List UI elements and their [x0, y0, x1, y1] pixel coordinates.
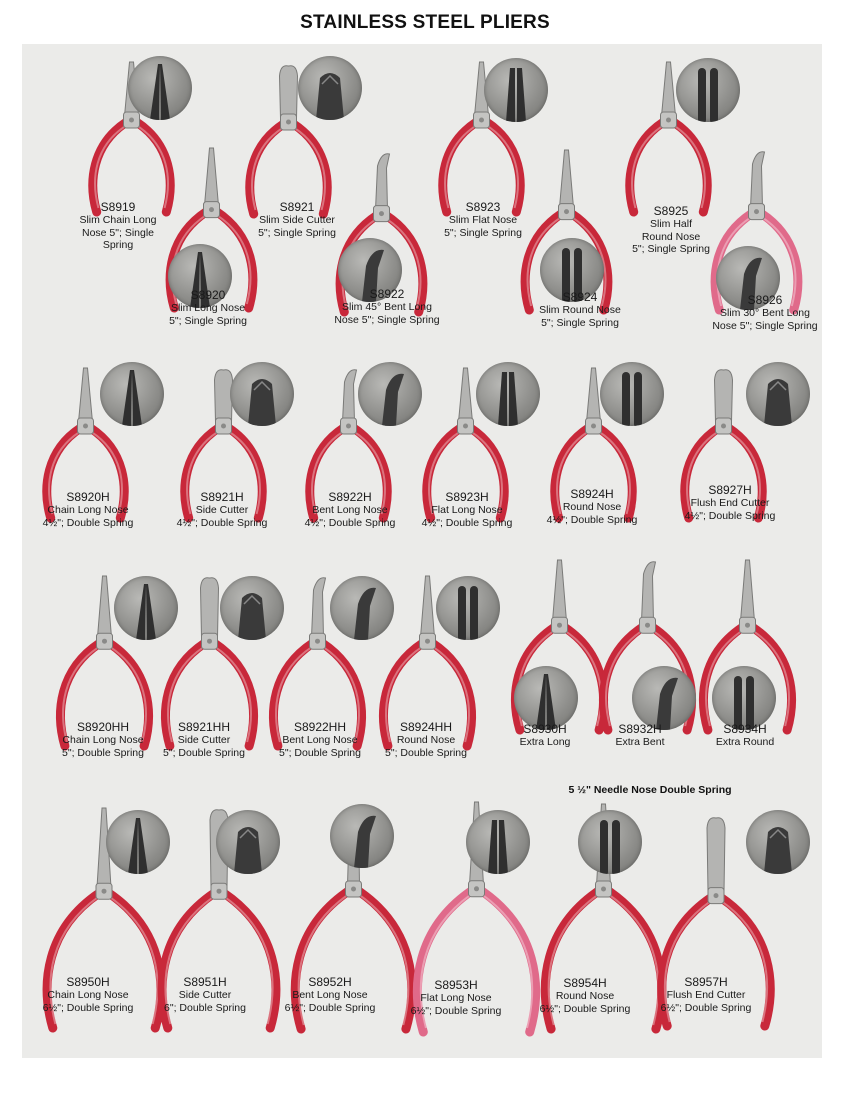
product-description-line: 4½"; Double Spring — [684, 509, 776, 522]
product-code: S8950H — [66, 975, 110, 989]
product-description-line: Bent Long Nose — [282, 734, 358, 746]
jaw-closeup-icon — [600, 362, 664, 426]
product-code: S8934H — [723, 722, 767, 736]
jaw-closeup-icon — [330, 804, 394, 868]
product-description-line: Side Cutter — [177, 734, 231, 746]
product-label — [133, 288, 283, 327]
product-label — [517, 487, 667, 526]
jaw-closeup-icon — [712, 666, 776, 730]
product-description-line: 5"; Single Spring — [169, 314, 247, 327]
product-description-line: Extra Long — [519, 736, 571, 748]
product-code: S8921HH — [177, 720, 231, 734]
closeup-s8923 — [484, 58, 548, 122]
closeup-s8954h — [578, 810, 642, 874]
product-code: S8932H — [618, 722, 662, 736]
product-code: S8924 — [562, 290, 598, 304]
jaw-closeup-icon — [298, 56, 362, 120]
product-description-line: Chain Long Nose — [62, 734, 144, 746]
jaw-closeup-icon — [746, 362, 810, 426]
product-code: S8923H — [445, 490, 489, 504]
product-code: S8953H — [434, 978, 478, 992]
product-description-line: Slim Side Cutter — [259, 214, 335, 226]
jaw-closeup-icon — [100, 362, 164, 426]
product-description-line: 4½"; Double Spring — [546, 513, 638, 526]
product-description-line: Flat Long Nose — [420, 992, 492, 1004]
product-description-line: 6"; Double Spring — [164, 1001, 246, 1014]
product-description-line: 5"; Double Spring — [385, 746, 467, 759]
closeup-s8957h — [746, 810, 810, 874]
product-description-line: 5"; Double Spring — [62, 746, 144, 759]
product-description-line: Extra Round — [715, 736, 775, 748]
product-description-line: 5"; Single Spring — [541, 316, 619, 329]
product-description-line: Flat Long Nose — [431, 504, 503, 516]
closeup-s8924h — [600, 362, 664, 426]
closeup-s8925 — [676, 58, 740, 122]
product-description-line: Nose 5"; Single Spring — [712, 319, 818, 332]
product-description-line: 5"; Double Spring — [163, 746, 245, 759]
closeup-s8924hh — [436, 576, 500, 640]
product-description-line: Round Nose — [641, 230, 701, 243]
closeup-s8932h — [632, 666, 696, 730]
product-description-line: 6½"; Double Spring — [539, 1002, 631, 1015]
product-code: S8930H — [523, 722, 567, 736]
needle-nose-note: 5 ½" Needle Nose Double Spring — [568, 784, 732, 796]
jaw-closeup-icon — [632, 666, 696, 730]
jaw-closeup-icon — [514, 666, 578, 730]
product-description-line: Round Nose — [396, 734, 456, 746]
closeup-s8930h — [514, 666, 578, 730]
product-code: S8920HH — [76, 720, 130, 734]
product-code: S8951H — [183, 975, 227, 989]
closeup-s8919 — [128, 56, 192, 120]
product-code: S8924H — [570, 487, 614, 501]
product-description-line: 4½"; Double Spring — [421, 516, 513, 529]
product-label — [655, 483, 805, 522]
product-description-line: Spring — [102, 239, 134, 251]
product-label — [690, 293, 840, 332]
closeup-s8922h — [358, 362, 422, 426]
product-description-line: Bent Long Nose — [312, 504, 388, 516]
product-description-line: 4½"; Double Spring — [304, 516, 396, 529]
closeup-s8951h — [216, 810, 280, 874]
jaw-closeup-icon — [128, 56, 192, 120]
product-code: S8922H — [328, 490, 372, 504]
product-description-line: Slim 45° Bent Long — [341, 301, 432, 313]
product-description-line: 6½"; Double Spring — [284, 1001, 376, 1014]
closeup-s8920h — [100, 362, 164, 426]
jaw-closeup-icon — [676, 58, 740, 122]
product-code: S8919 — [100, 200, 136, 214]
closeup-s8921 — [298, 56, 362, 120]
product-description-line: Chain Long Nose — [47, 504, 129, 516]
product-description-line: Slim Half — [649, 218, 692, 230]
product-description-line: Chain Long Nose — [47, 989, 129, 1001]
product-description-line: 4½"; Double Spring — [176, 516, 268, 529]
closeup-s8927h — [746, 362, 810, 426]
product-description-line: 6½"; Double Spring — [42, 1001, 134, 1014]
product-description-line: Slim 30° Bent Long — [719, 307, 810, 319]
product-description-line: Side Cutter — [178, 989, 232, 1001]
closeup-s8952h — [330, 804, 394, 868]
product-description-line: Slim Round Nose — [539, 304, 621, 316]
jaw-closeup-icon — [484, 58, 548, 122]
product-description-line: Slim Chain Long — [79, 214, 157, 226]
product-code: S8924HH — [399, 720, 453, 734]
jaw-closeup-icon — [358, 362, 422, 426]
jaw-closeup-icon — [476, 362, 540, 426]
product-label — [670, 722, 820, 749]
product-description-line: Round Nose — [562, 501, 622, 513]
closeup-s8921h — [230, 362, 294, 426]
closeup-s8953h — [466, 810, 530, 874]
product-label — [13, 490, 163, 529]
product-code: S8920H — [66, 490, 110, 504]
product-description-line: 5"; Single Spring — [444, 226, 522, 239]
product-label — [312, 287, 462, 326]
closeup-s8923h — [476, 362, 540, 426]
product-code: S8925 — [653, 204, 689, 218]
product-code: S8921 — [279, 200, 315, 214]
product-description-line: 6½"; Double Spring — [660, 1001, 752, 1014]
product-code: S8952H — [308, 975, 352, 989]
product-description-line: 4½"; Double Spring — [42, 516, 134, 529]
product-code: S8923 — [465, 200, 501, 214]
product-description-line: Nose 5"; Single Spring — [334, 313, 440, 326]
product-description-line: Slim Long Nose — [170, 302, 246, 314]
jaw-closeup-icon — [578, 810, 642, 874]
jaw-closeup-icon — [746, 810, 810, 874]
jaw-closeup-icon — [466, 810, 530, 874]
product-description-line: Extra Bent — [615, 736, 665, 748]
page-title: STAINLESS STEEL PLIERS — [300, 12, 550, 33]
product-description-line: 6½"; Double Spring — [410, 1004, 502, 1017]
product-description-line: Nose 5"; Single — [81, 226, 155, 239]
product-description-line: Bent Long Nose — [292, 989, 368, 1001]
jaw-closeup-icon — [216, 810, 280, 874]
product-label — [381, 978, 531, 1017]
product-description-line: Flush End Cutter — [666, 989, 746, 1001]
product-code: S8957H — [684, 975, 728, 989]
product-label — [631, 975, 781, 1014]
product-label — [505, 290, 655, 329]
product-code: S8920 — [190, 288, 226, 302]
product-code: S8926 — [747, 293, 783, 307]
jaw-closeup-icon — [436, 576, 500, 640]
product-code: S8922 — [369, 287, 405, 301]
product-description-line: 5"; Single Spring — [258, 226, 336, 239]
product-description-line: 5"; Single Spring — [632, 243, 710, 255]
jaw-closeup-icon — [230, 362, 294, 426]
product-description-line: Round Nose — [555, 990, 615, 1002]
product-description-line: Flush End Cutter — [690, 497, 770, 509]
product-description-line: Side Cutter — [195, 504, 249, 516]
product-code: S8922HH — [293, 720, 347, 734]
product-description-line: Slim Flat Nose — [448, 214, 518, 226]
product-code: S8921H — [200, 490, 244, 504]
product-description-line: 5"; Double Spring — [279, 746, 361, 759]
product-code: S8954H — [563, 976, 607, 990]
closeup-s8934h — [712, 666, 776, 730]
product-code: S8927H — [708, 483, 752, 497]
